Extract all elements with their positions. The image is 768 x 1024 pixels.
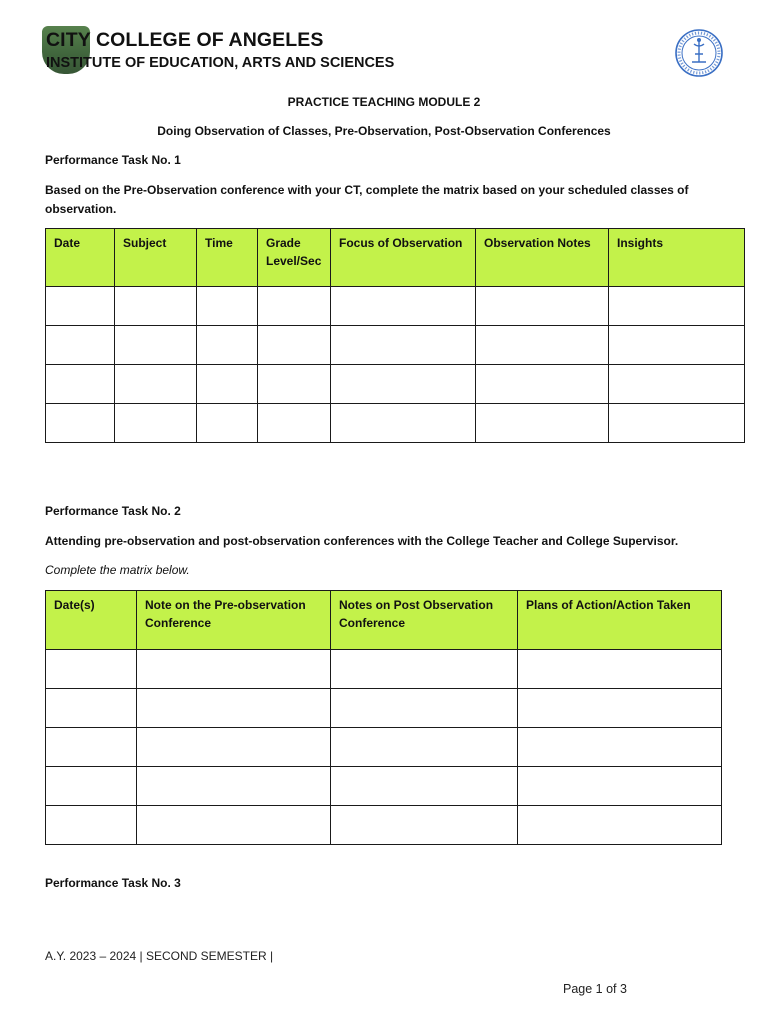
table-row [46,326,745,365]
table-cell[interactable] [115,365,197,404]
task2-note: Complete the matrix below. [45,563,190,577]
table-row [46,767,722,806]
table-row [46,728,722,767]
table-cell[interactable] [258,326,331,365]
table-cell[interactable] [46,326,115,365]
task2-header-pre-observation: Note on the Pre-observation Conference [137,591,331,650]
table-cell[interactable] [331,326,476,365]
table-cell[interactable] [258,404,331,443]
table-cell[interactable] [46,806,137,845]
task1-header-notes: Observation Notes [476,229,609,287]
table-cell[interactable] [476,365,609,404]
table-cell[interactable] [137,806,331,845]
table-cell[interactable] [518,806,722,845]
table-cell[interactable] [331,689,518,728]
table-cell[interactable] [331,365,476,404]
table-cell[interactable] [115,326,197,365]
table-row [46,404,745,443]
table-cell[interactable] [331,650,518,689]
institute-seal-icon [674,28,724,78]
task2-header-dates: Date(s) [46,591,137,650]
task2-header-post-observation: Notes on Post Observation Conference [331,591,518,650]
table-cell[interactable] [197,326,258,365]
task2-instruction: Attending pre-observation and post-observation conferences with the College Teacher and College Supervisor. [45,534,679,548]
task1-header-subject: Subject [115,229,197,287]
page-number: Page 1 of 3 [563,982,627,996]
table-cell[interactable] [476,287,609,326]
table-cell[interactable] [137,650,331,689]
module-title: PRACTICE TEACHING MODULE 2 [287,95,481,109]
task1-label: Performance Task No. 1 [45,153,181,167]
table-cell[interactable] [258,365,331,404]
table-cell[interactable] [197,365,258,404]
table-cell[interactable] [518,728,722,767]
table-cell[interactable] [331,287,476,326]
table-cell[interactable] [46,767,137,806]
table-cell[interactable] [115,287,197,326]
table-cell[interactable] [331,806,518,845]
task1-header-time: Time [197,229,258,287]
task1-instruction: Based on the Pre-Observation conference with your CT, complete the matrix based on your scheduled classes of observation. [45,183,689,216]
academic-year-footer: A.Y. 2023 – 2024 | SECOND SEMESTER | [45,949,274,963]
institute-name: INSTITUTE OF EDUCATION, ARTS AND SCIENCES [46,55,395,71]
task1-matrix [45,228,745,443]
table-cell[interactable] [197,404,258,443]
table-cell[interactable] [137,689,331,728]
table-cell[interactable] [609,365,745,404]
table-cell[interactable] [609,326,745,365]
table-cell[interactable] [46,650,137,689]
table-cell[interactable] [518,650,722,689]
table-cell[interactable] [46,365,115,404]
task2-matrix [45,590,722,845]
table-cell[interactable] [197,287,258,326]
table-cell[interactable] [518,689,722,728]
table-cell[interactable] [46,287,115,326]
task1-header-date: Date [46,229,115,287]
table-row [46,365,745,404]
table-cell[interactable] [137,728,331,767]
table-cell[interactable] [137,767,331,806]
table-cell[interactable] [609,287,745,326]
college-name: CITY COLLEGE OF ANGELES [46,29,324,51]
task2-label: Performance Task No. 2 [45,504,181,518]
table-cell[interactable] [476,326,609,365]
task1-header-insights: Insights [609,229,745,287]
table-row [46,287,745,326]
table-row [46,806,722,845]
table-row [46,689,722,728]
table-cell[interactable] [46,404,115,443]
table-cell[interactable] [476,404,609,443]
task3-label: Performance Task No. 3 [45,876,181,890]
table-cell[interactable] [518,767,722,806]
table-cell[interactable] [115,404,197,443]
table-row [46,650,722,689]
table-cell[interactable] [46,728,137,767]
table-cell[interactable] [331,404,476,443]
task2-header-plans-of-action: Plans of Action/Action Taken [518,591,722,650]
table-cell[interactable] [331,728,518,767]
table-cell[interactable] [331,767,518,806]
task1-header-focus: Focus of Observation [331,229,476,287]
table-cell[interactable] [46,689,137,728]
table-cell[interactable] [258,287,331,326]
module-subtitle: Doing Observation of Classes, Pre-Observation, Post-Observation Conferences [157,124,611,138]
task1-header-grade-level: Grade Level/Sec [258,229,331,287]
table-cell[interactable] [609,404,745,443]
